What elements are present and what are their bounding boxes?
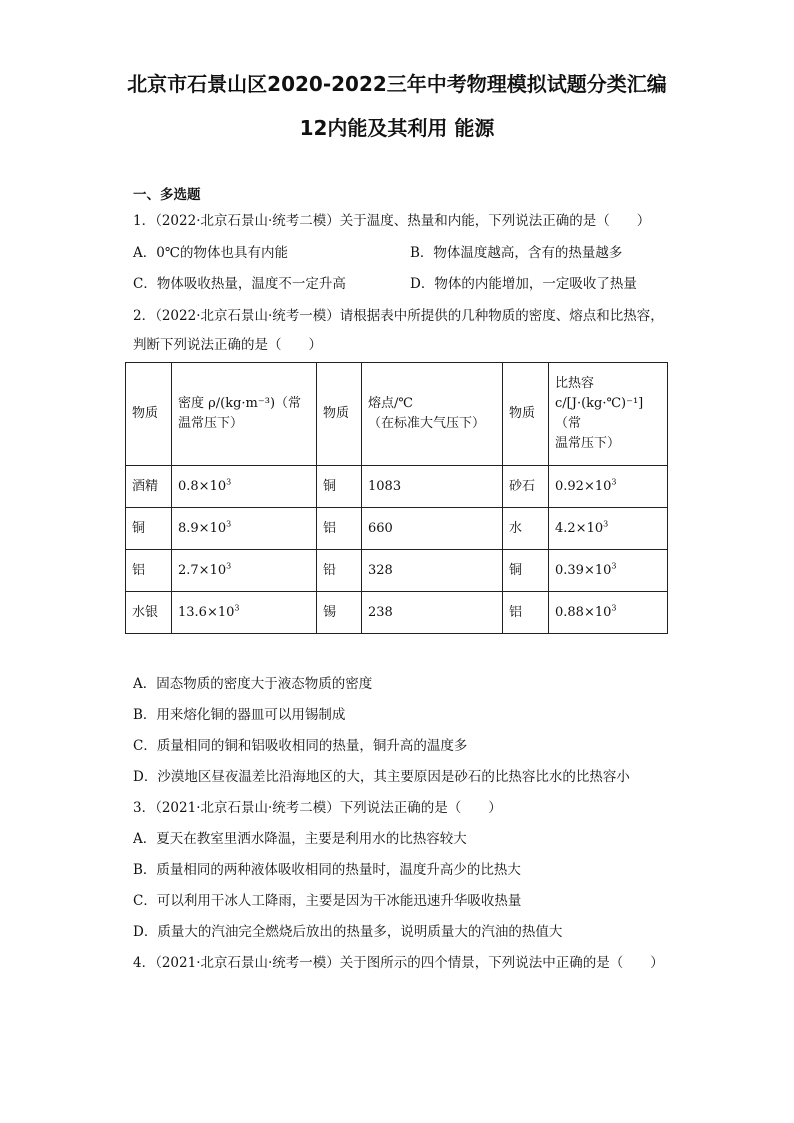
q1-option-d: D．物体的内能增加，一定吸收了热量: [410, 276, 637, 292]
q3-stem: 3．（2021·北京石景山·统考二模）下列说法正确的是（ ）: [133, 800, 502, 816]
q3-option-a: A．夏天在教室里洒水降温，主要是利用水的比热容较大: [133, 831, 467, 847]
q1-option-c: C．物体吸收热量，温度不一定升高: [133, 276, 346, 292]
header-density-line1: 密度 ρ/(kg·m⁻³)（常: [178, 396, 302, 411]
q4-stem: 4．（2021·北京石景山·统考一模）关于图所示的四个情景，下列说法中正确的是（ ）: [133, 955, 664, 971]
cell-density: $2.7\times 10^3$: [172, 550, 317, 592]
cell-density: $13.6\times 10^3$: [172, 592, 317, 634]
q3-option-c: C．可以利用干冰人工降雨，主要是因为干冰能迅速升华吸收热量: [133, 893, 522, 909]
header-substance-3: 物质: [503, 363, 549, 466]
cell-density: $8.9\times 10^3$: [172, 508, 317, 550]
q2-option-a: A．固态物质的密度大于液态物质的密度: [133, 676, 373, 692]
q3-option-b: B．质量相同的两种液体吸收相同的热量时，温度升高少的比热大: [133, 862, 521, 878]
cell-specific-heat: $0.39\times 10^3$: [549, 550, 668, 592]
header-substance-1: 物质: [126, 363, 172, 466]
q2-option-d: D．沙漠地区昼夜温差比沿海地区的大，其主要原因是砂石的比热容比水的比热容小: [133, 769, 630, 785]
header-heat-line2: c/[J·(kg·℃)⁻¹]（常: [555, 396, 644, 431]
header-melting-line2: （在标准大气压下）: [368, 416, 486, 431]
cell-specific-heat: $0.88\times 10^3$: [549, 592, 668, 634]
cell-specific-heat: $4.2\times 10^3$: [549, 508, 668, 550]
table-row: [126, 508, 668, 550]
cell-melting-point: 328: [362, 550, 503, 592]
cell-specific-heat: $0.92\times 10^3$: [549, 466, 668, 508]
q1-stem: 1．（2022·北京石景山·统考二模）关于温度、热量和内能，下列说法正确的是（ ）: [133, 213, 651, 229]
cell-substance: 铜: [317, 466, 362, 508]
table-row: [126, 592, 668, 634]
header-melting-line1: 熔点/℃: [368, 396, 413, 411]
q2-stem-line2: 判断下列说法正确的是（ ）: [133, 337, 322, 353]
q2-option-c: C．质量相同的铜和铝吸收相同的热量，铜升高的温度多: [133, 738, 468, 754]
cell-substance: 铝: [503, 592, 549, 634]
q2-option-b: B．用来熔化铜的器皿可以用锡制成: [133, 707, 346, 723]
cell-density: $0.8\times 10^3$: [172, 466, 317, 508]
header-heat-line1: 比热容: [555, 376, 595, 391]
q1-option-a: A．0℃的物体也具有内能: [133, 245, 288, 261]
cell-melting-point: 1083: [362, 466, 503, 508]
cell-melting-point: 660: [362, 508, 503, 550]
cell-substance: 铜: [503, 550, 549, 592]
table-row: [126, 550, 668, 592]
q2-stem-line1: 2．（2022·北京石景山·统考一模）请根据表中所提供的几种物质的密度、熔点和比热容，: [133, 308, 664, 324]
cell-substance: 水: [503, 508, 549, 550]
header-density-line2: 温常压下）: [178, 416, 244, 431]
table-header-row: [126, 363, 668, 466]
header-substance-2: 物质: [317, 363, 362, 466]
cell-substance: 铜: [126, 508, 172, 550]
header-melting-point: [362, 363, 503, 466]
table-row: [126, 466, 668, 508]
cell-substance: 水银: [126, 592, 172, 634]
cell-substance: 砂石: [503, 466, 549, 508]
q1-option-b: B．物体温度越高，含有的热量越多: [410, 245, 623, 261]
document-title: 北京市石景山区2020-2022三年中考物理模拟试题分类汇编: [127, 72, 667, 96]
cell-substance: 铝: [317, 508, 362, 550]
header-heat-line3: 温常压下）: [555, 436, 621, 451]
header-specific-heat: [549, 363, 668, 466]
cell-substance: 锡: [317, 592, 362, 634]
cell-melting-point: 238: [362, 592, 503, 634]
section-heading: 一、多选题: [133, 187, 201, 203]
properties-table: [125, 362, 668, 634]
cell-substance: 酒精: [126, 466, 172, 508]
q3-option-d: D．质量大的汽油完全燃烧后放出的热量多，说明质量大的汽油的热值大: [133, 924, 563, 940]
cell-substance: 铅: [317, 550, 362, 592]
document-subtitle: 12内能及其利用 能源: [299, 116, 495, 140]
cell-substance: 铝: [126, 550, 172, 592]
header-density: [172, 363, 317, 466]
